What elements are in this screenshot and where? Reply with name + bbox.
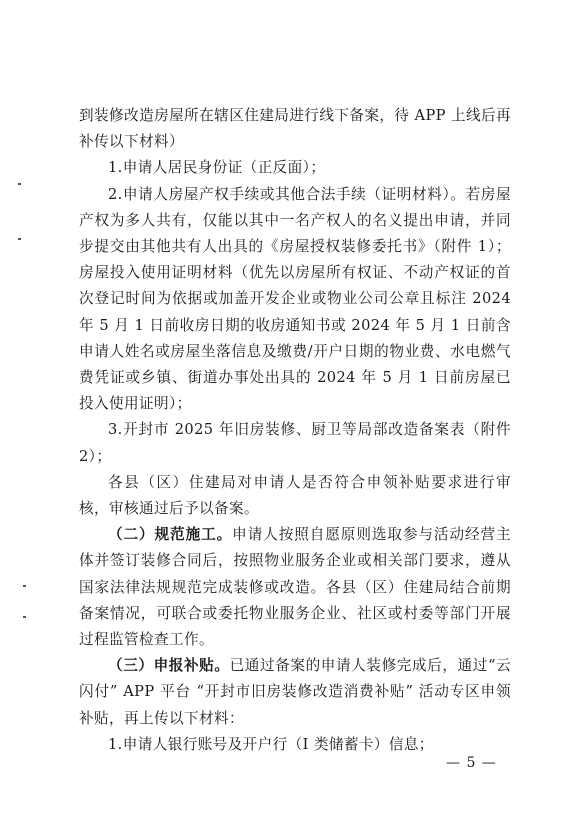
document-body — [79, 103, 511, 758]
section-body: 已通过备案的申请人装修完成后，通过“云闪付” APP 平台 “开封市旧房装修改造消费补贴” 活动专区申领补贴，再上传以下材料： — [79, 657, 512, 727]
section-apply-subsidy — [79, 653, 511, 732]
section-heading: （二）规范施工。 — [108, 526, 233, 544]
paragraph-review: 各县（区）住建局对申请人是否符合申领补贴要求进行审核，审核通过后予以备案。 — [79, 473, 511, 518]
list-item-property-proof: 2.申请人房屋产权手续或其他合法手续（证明材料）。若房屋产权为多人共有，仅能以其中一名产权人的名义提出申请，并同步提交由其他共有人出具的《房屋授权装修委托书》（附件 1）；房屋投入使用证明材料（优先以房屋所有权证、不动产权证的首次登记时间为依据或加盖开发企业或物业公司公章且标注 2024 年 5 月 1 日前收房日期的收房通知书或 2024 年 5 月 1 日前含申请人姓名或房屋坐落信息及缴费/开户日期的物业费、水电燃气费凭证或乡镇、街道办事处出具的 2024 年 5 月 1 日前房屋已投入使用证明）； — [79, 185, 511, 413]
section-body: 申请人按照自愿原则选取参与活动经营主体并签订装修合同后，按照物业服务企业或相关部门要求，遵从国家法律法规规范完成装修或改造。各县（区）住建局结合前期备案情况，可联合或委托物业服务企业、社区或村委等部门开展过程监管检查工作。 — [79, 526, 512, 649]
list-item-id-card: 1.申请人居民身份证（正反面）； — [108, 159, 326, 177]
list-item-bank-account: 1.申请人银行账号及开户行（I 类储蓄卡）信息； — [108, 735, 434, 753]
scan-speck — [23, 585, 26, 587]
scan-speck — [23, 616, 26, 618]
scan-speck — [18, 183, 21, 185]
section-standard-construction — [79, 522, 511, 653]
page-number: — 5 — — [446, 755, 497, 771]
scan-speck — [18, 238, 21, 240]
paragraph-continuation: 到装修改造房屋所在辖区住建局进行线下备案，待 APP 上线后再补传以下材料） — [79, 107, 511, 151]
list-item-filing-form: 3.开封市 2025 年旧房装修、厨卫等局部改造备案表（附件 2）； — [79, 421, 511, 465]
section-heading: （三）申报补贴。 — [108, 657, 230, 675]
